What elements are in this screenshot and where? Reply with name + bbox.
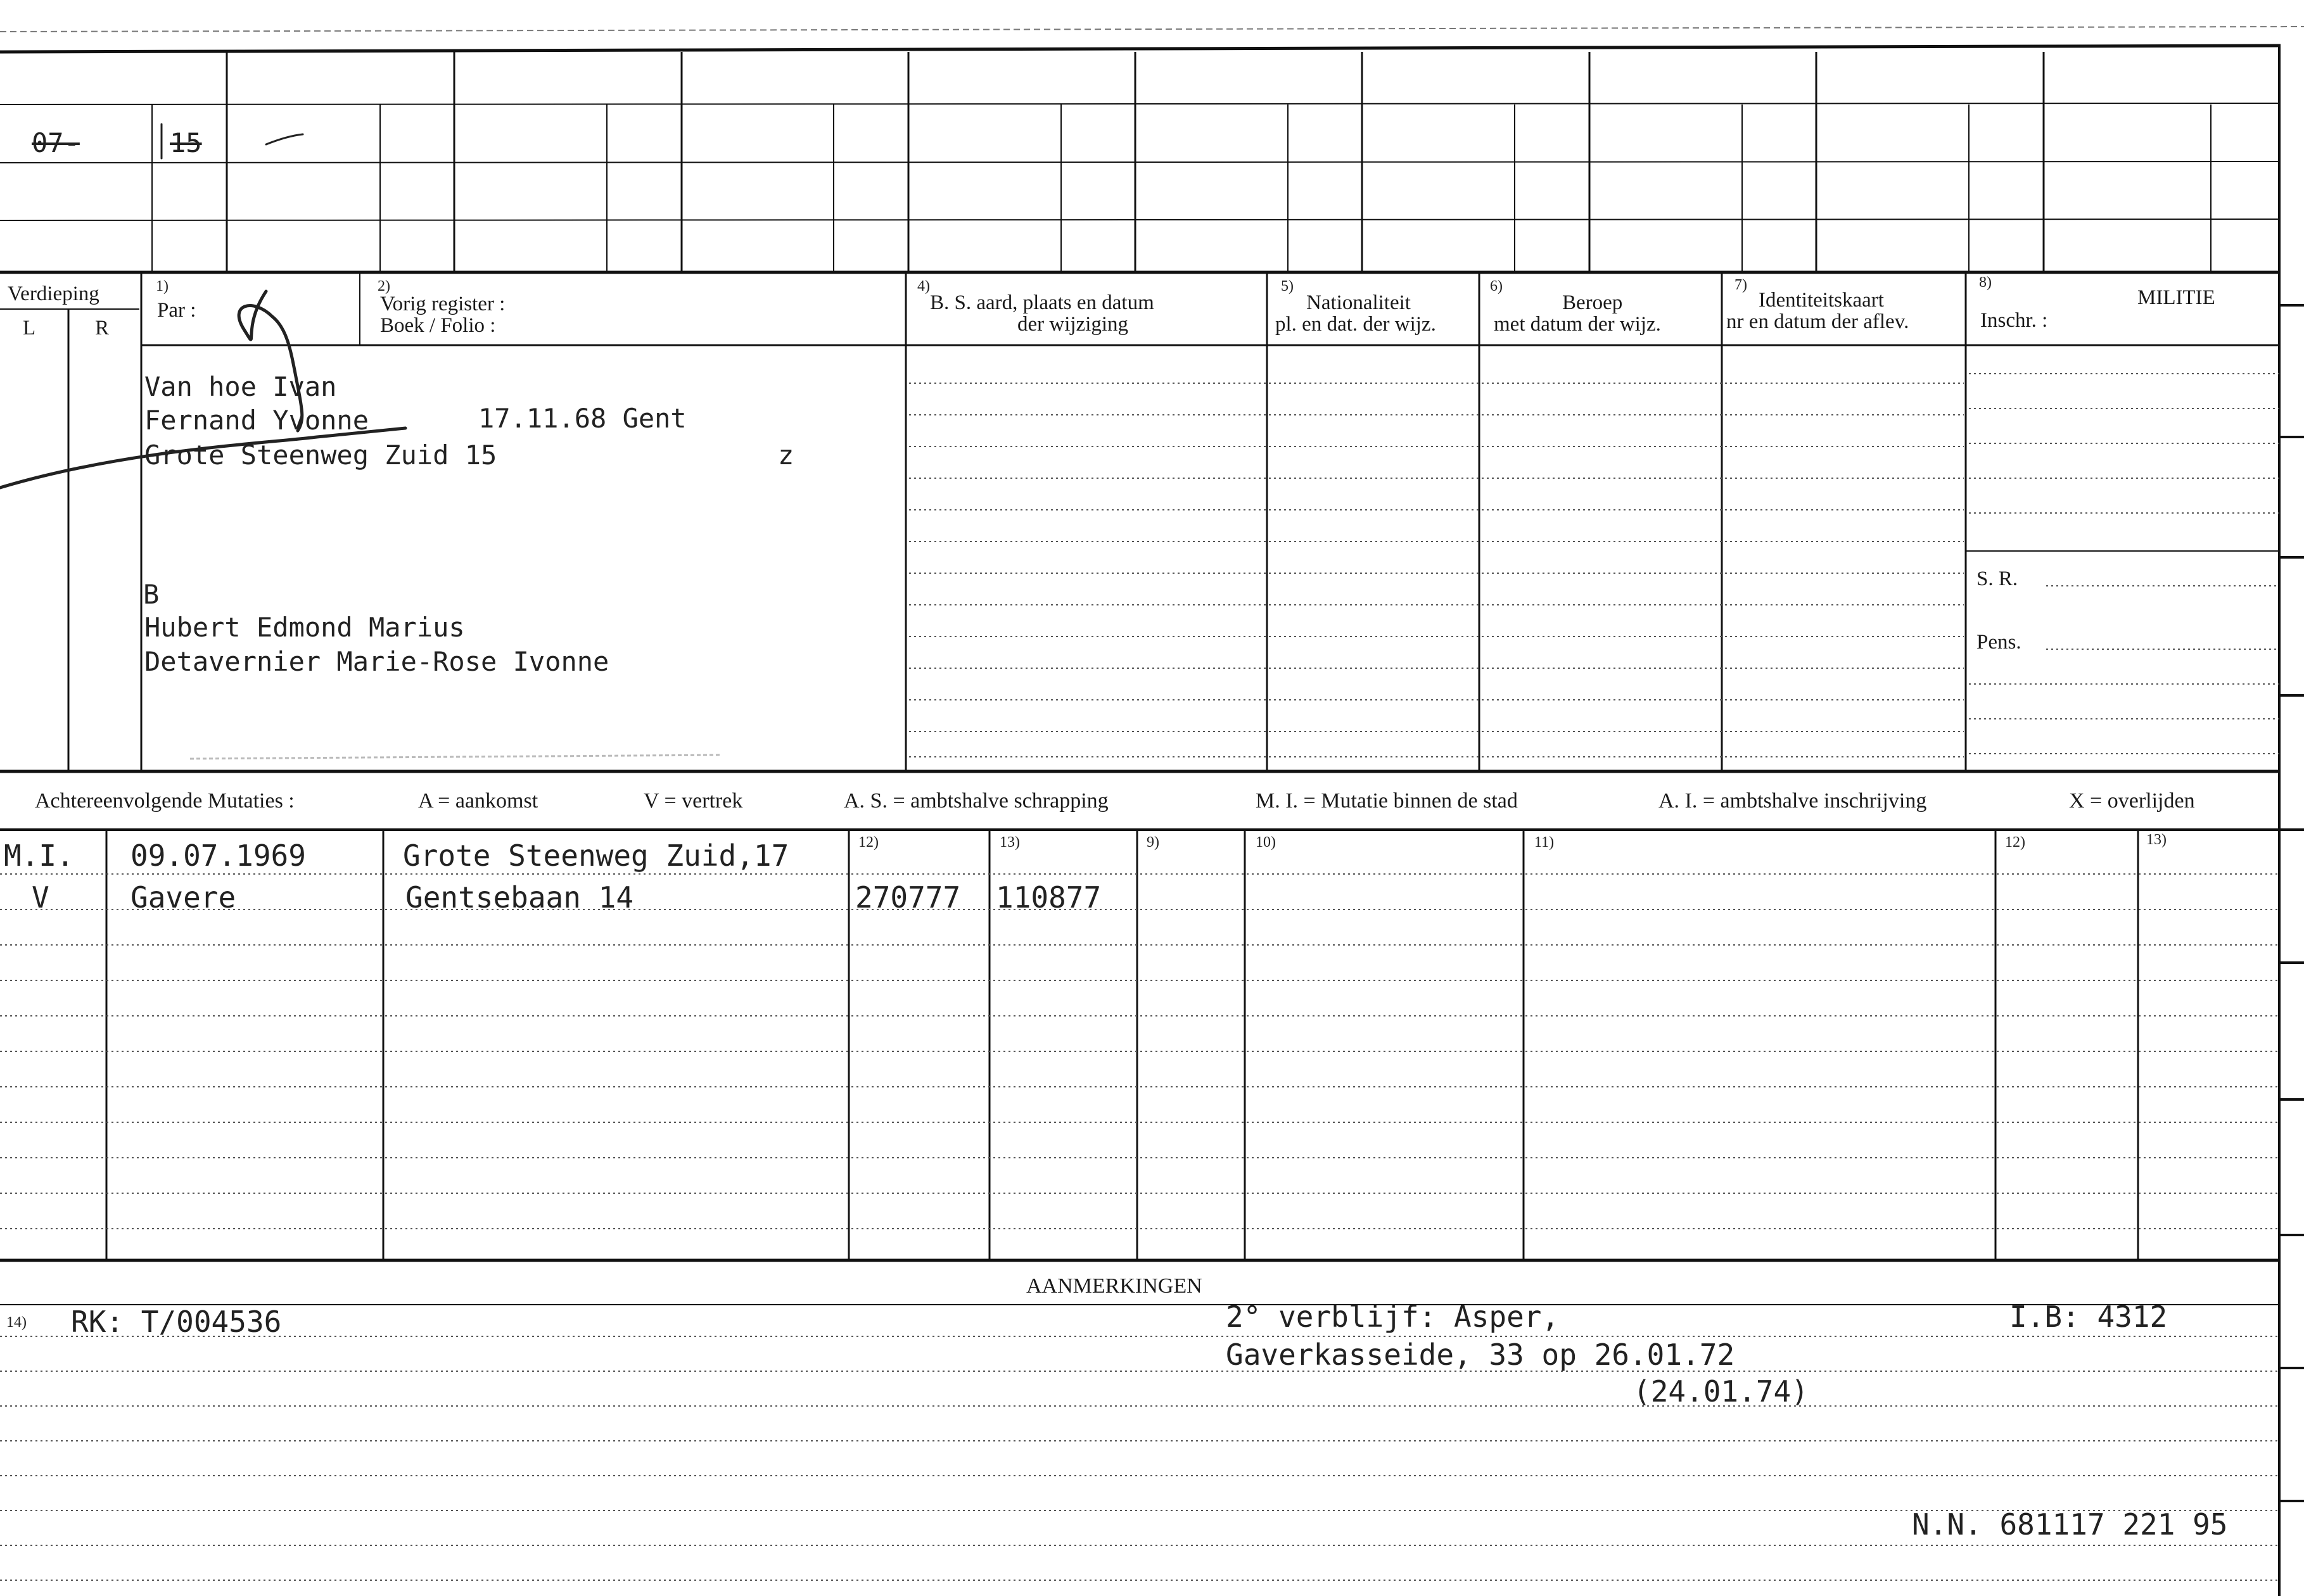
legend-a: A = aankomst [418,789,538,813]
remarks-verblijf-line1: 2° verblijf: Asper, [1226,1300,1560,1334]
militie-number: 8) [1979,274,1992,291]
person-name: Van hoe Ivan [144,371,337,402]
mutation-col-11: 11) [1534,834,1555,851]
militie-label: MILITIE [2137,286,2215,309]
boek-folio-label: Boek / Folio : [380,314,496,337]
remarks-title: AANMERKINGEN [1026,1274,1202,1298]
par-label: Par : [157,299,196,322]
legend-ai: A. I. = ambtshalve inschrijving [1658,789,1927,813]
legend-v: V = vertrek [644,789,743,813]
militie-pens-label: Pens. [1976,631,2021,654]
mutation-row-2-col13: 110877 [996,880,1102,915]
person-address: Grote Steenweg Zuid 15 [144,440,497,471]
national-number: N.N. 681117 221 95 [1912,1507,2228,1542]
person-first-names: Fernand Yvonne [144,405,369,436]
mutation-col-12b: 12) [2005,834,2025,851]
identiteitskaart-label: Identiteitskaart [1759,289,1884,312]
person-father: Hubert Edmond Marius [144,612,465,643]
remarks-verblijf-line3: (24.01.74) [1633,1374,1809,1409]
nationaliteit-label: Nationaliteit [1306,291,1411,314]
nationaliteit-number: 5) [1281,278,1294,294]
legend-x: X = overlijden [2069,789,2195,813]
mutation-row-2-col12: 270777 [855,880,961,915]
par-number: 1) [156,278,169,294]
mutation-row-1-type: M.I. [4,839,74,873]
remarks-ib: I.B: 4312 [2009,1300,2168,1334]
verdieping-label: Verdieping [8,282,99,305]
verdieping-l-label: L [23,317,36,339]
mutation-col-10: 10) [1256,834,1276,851]
mutation-row-2-address: Gentsebaan 14 [405,880,634,915]
mutation-col-9: 9) [1147,834,1159,851]
mutation-row-1-date: 09.07.1969 [130,839,306,873]
person-mother: Detavernier Marie-Rose Ivonne [144,646,609,677]
legend-as: A. S. = ambtshalve schrapping [844,789,1109,813]
vorig-register-label: Vorig register : [380,293,506,315]
identiteitskaart-number: 7) [1734,277,1747,293]
mutation-row-2-place: Gavere [130,880,236,915]
identiteitskaart-label-line2: nr en datum der aflev. [1726,310,1909,333]
remarks-number: 14) [6,1314,27,1331]
bs-label: B. S. aard, plaats en datum [930,291,1154,314]
person-b-marker: B [143,579,160,610]
beroep-number: 6) [1490,278,1503,294]
legend-mi: M. I. = Mutatie binnen de stad [1256,789,1518,813]
legend-intro: Achtereenvolgende Mutaties : [35,789,295,813]
vorig-register-number: 2) [378,278,390,294]
mutation-col-13b: 13) [2146,832,2167,848]
remarks-verblijf-line2: Gaverkasseide, 33 op 26.01.72 [1226,1338,1735,1372]
verdieping-r-label: R [95,317,110,339]
mutation-col-13: 13) [1000,834,1020,851]
mutation-col-12: 12) [858,834,879,851]
bs-label-line2: der wijziging [1017,313,1129,336]
nationaliteit-label-line2: pl. en dat. der wijz. [1275,313,1436,336]
mutation-row-2-type: V [32,880,49,915]
person-marker: z [778,440,794,471]
person-birth: 17.11.68 Gent [478,403,687,434]
bs-number: 4) [917,278,930,294]
top-row-right-value: 15 [170,127,202,158]
beroep-label: Beroep [1562,291,1623,314]
remarks-rk: RK: T/004536 [71,1305,282,1339]
top-row-left-value: 07- [32,127,80,158]
militie-inschr-label: Inschr. : [1980,309,2048,332]
mutation-row-1-address: Grote Steenweg Zuid,17 [403,839,789,873]
militie-sr-label: S. R. [1976,567,2018,590]
beroep-label-line2: met datum der wijz. [1494,313,1661,336]
